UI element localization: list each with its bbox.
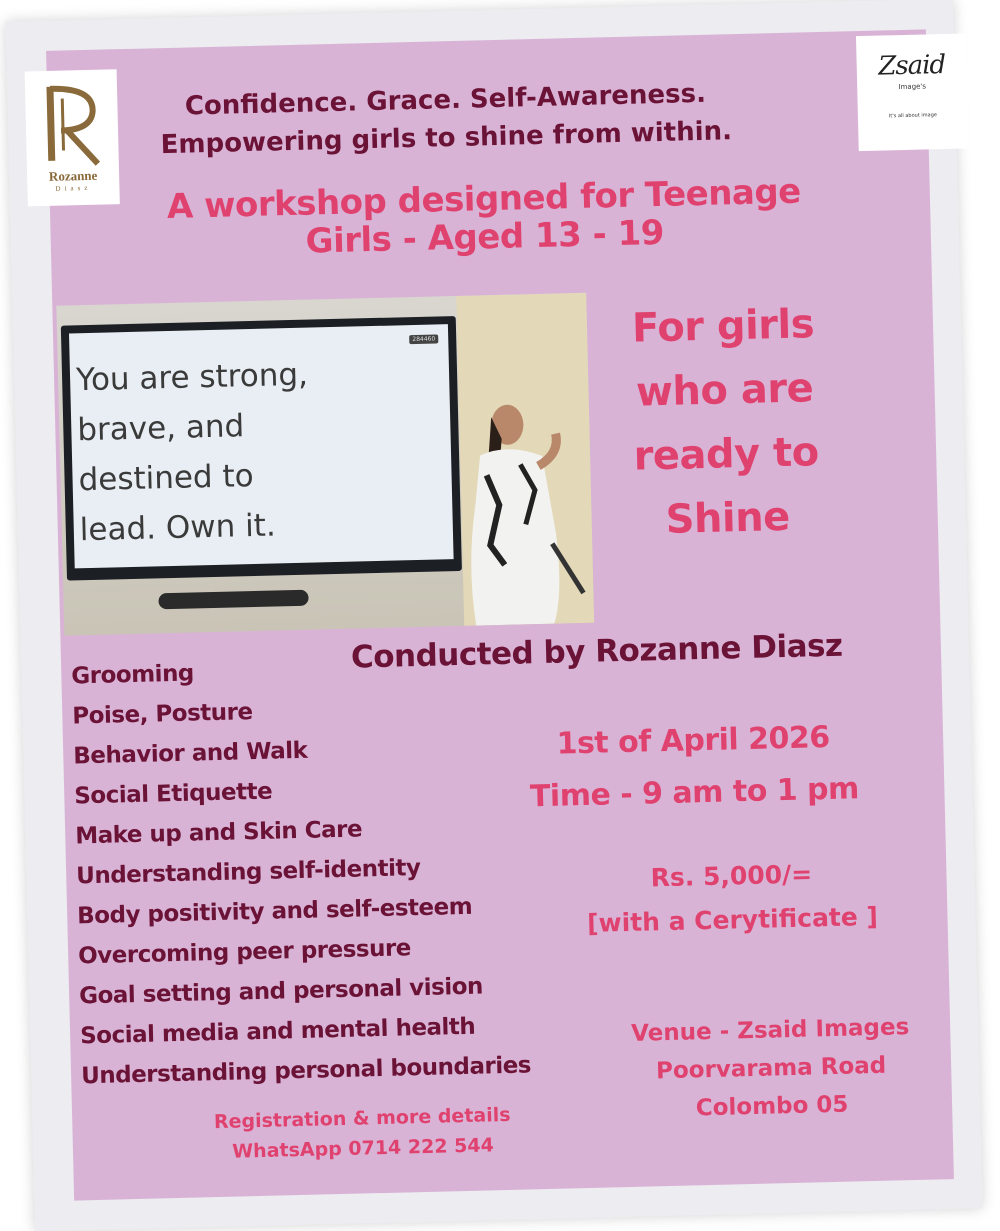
topic-item: Overcoming peer pressure [77,935,412,970]
topic-item: Social media and mental health [79,1013,476,1050]
topic-item: Make up and Skin Care [74,816,363,850]
rozanne-logo [25,69,120,206]
slogan-line: Shine [665,493,791,543]
schedule [523,711,865,823]
screen-display [69,324,454,568]
screen-text-line: lead. Own it. [79,507,277,549]
slogan-line: who are [635,365,814,416]
venue-line: Poorvarama Road [655,1052,887,1085]
price-amount: Rs. 5,000/= [650,859,813,893]
screen-text-line: brave, and [76,408,245,449]
tagline-line: Empowering girls to shine from within. [160,116,733,161]
for-girls-slogan [612,292,838,553]
topic-item: Social Etiquette [73,778,273,810]
slogan-line: For girls [631,301,815,352]
topics-list [71,643,622,1096]
topic-item: Poise, Posture [72,699,253,730]
workshop-heading [113,171,855,265]
presentation-screen [61,316,462,581]
whatsapp-contact[interactable]: WhatsApp 0714 222 544 [231,1134,495,1163]
topic-item: Body positivity and self-esteem [76,893,473,930]
workshop-line: A workshop designed for Teenage [166,171,802,228]
venue-line: Colombo 05 [695,1091,849,1122]
screen-text [76,346,441,555]
tagline-line: Confidence. Grace. Self-Awareness. [184,78,707,122]
logo-right-tag: It's all about image [888,112,938,120]
screen-text-line: You are strong, [75,356,309,399]
registration-line: Registration & more details [213,1103,511,1134]
price [571,851,893,947]
topic-item: Grooming [71,660,195,690]
logo-left-sub: Diasz [55,183,92,193]
workshop-line: Girls - Aged 13 - 19 [305,212,665,262]
logo-left-brand: Rozanne [48,167,98,184]
screen-badge: 284460 [409,334,438,344]
event-date: 1st of April 2026 [556,719,831,762]
logo-right-brand: Zsaid [877,49,946,82]
topic-item: Goal setting and personal vision [78,973,484,1010]
slogan-line: ready to [633,429,820,480]
conducted-by: Conducted by Rozanne Diasz [350,627,843,676]
topic-item: Understanding self-identity [75,855,421,890]
zsaid-logo [856,33,969,151]
registration [192,1099,533,1167]
screen-text-line: destined to [78,457,255,499]
soundbar [158,590,308,610]
venue-line: Venue - Zsaid Images [630,1014,910,1047]
event-time: Time - 9 am to 1 pm [529,771,860,815]
logo-right-sub: Image's [898,82,927,92]
price-note: [with a Cerytificate ] [586,901,879,938]
tagline [135,74,757,165]
flyer-poster [46,29,954,1200]
presenter-photo [56,293,594,636]
rd-monogram-icon [36,77,108,169]
topic-item: Behavior and Walk [73,737,308,770]
topic-item: Understanding personal boundaries [80,1052,532,1090]
presenter-figure-icon [449,393,595,626]
venue [630,1008,913,1129]
